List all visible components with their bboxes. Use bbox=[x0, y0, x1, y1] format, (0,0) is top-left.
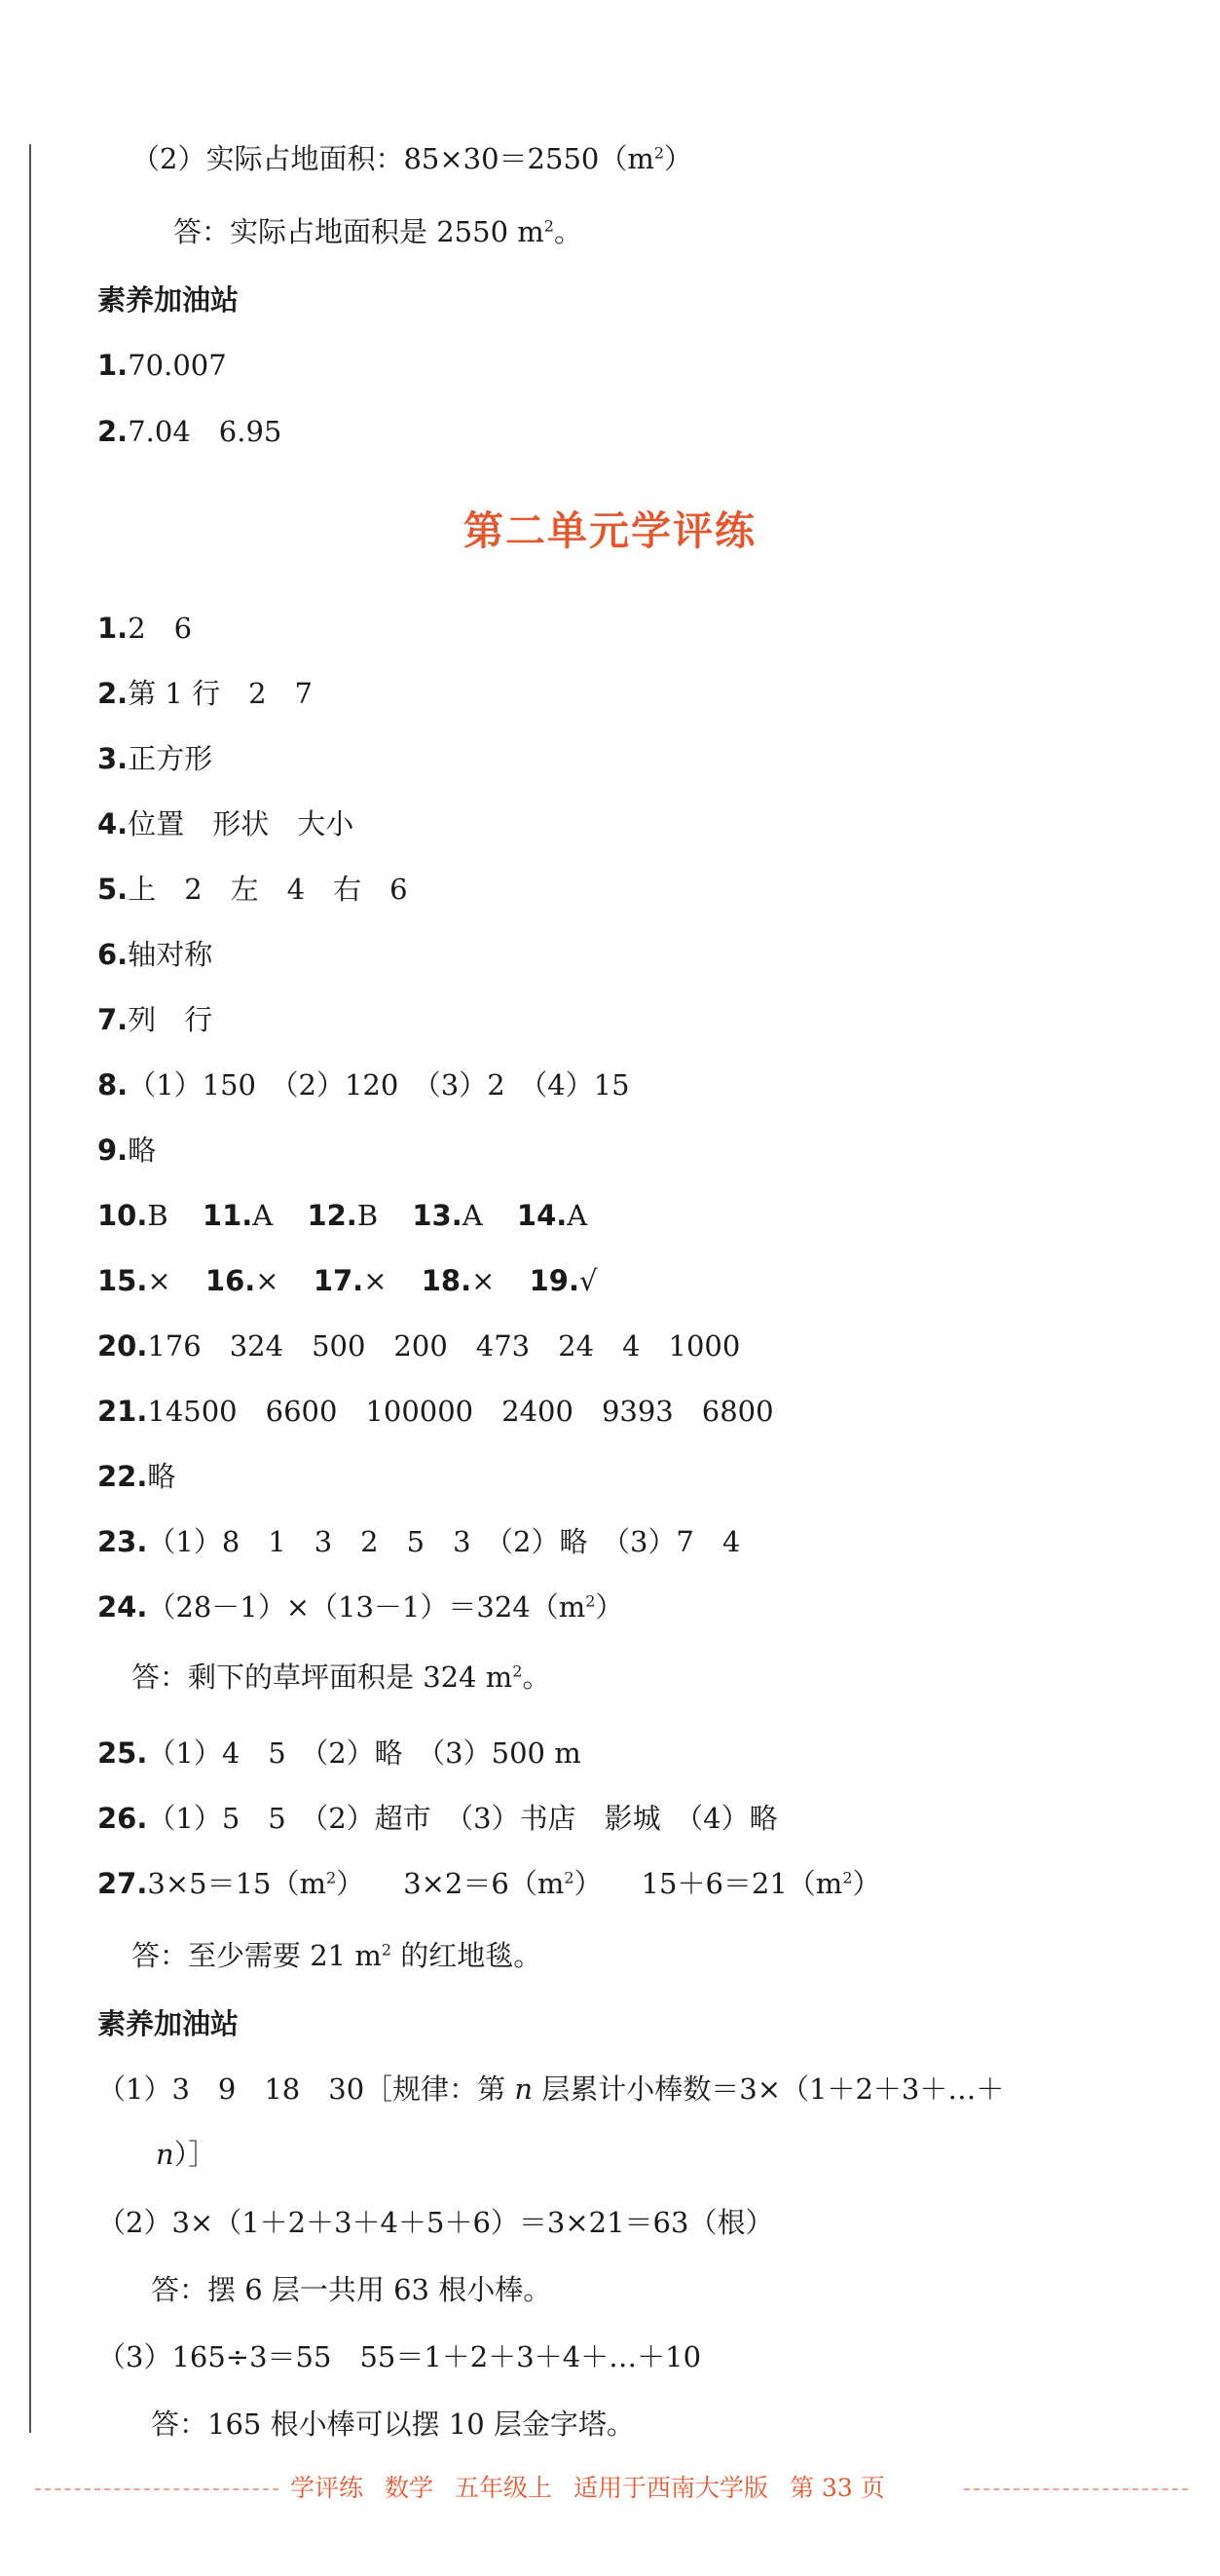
bonus-2-sub-1-cont: n）］ bbox=[156, 2138, 217, 2171]
answer-5: 5.上 2 左 4 右 6 bbox=[97, 873, 408, 906]
answer-26: 26.（1）5 5 （2）超市 （3）书店 影城 （4）略 bbox=[97, 1802, 778, 1835]
answer-3: 3.正方形 bbox=[97, 742, 213, 775]
answer-7: 7.列 行 bbox=[97, 1003, 213, 1036]
area-calc-answer: 答：实际占地面积是 2550 $m^2$。 bbox=[173, 215, 582, 248]
section-title: 第二单元学评练 bbox=[463, 507, 757, 554]
footer-dash-right bbox=[964, 2488, 1188, 2490]
bonus-2-sub-2-answer: 答：摆 6 层一共用 63 根小棒。 bbox=[151, 2273, 552, 2306]
left-margin-rule bbox=[29, 144, 31, 2433]
answer-24-statement: 答：剩下的草坪面积是 324 $m^2$。 bbox=[131, 1661, 551, 1694]
footer-book: 学评练 bbox=[290, 2474, 364, 2502]
judgement-answers-row: 15.× 16.× 17.× 18.× 19.√ bbox=[97, 1264, 598, 1297]
bonus-2-sub-3: （3）165÷3＝55 55＝1＋2＋3＋4＋…＋10 bbox=[97, 2340, 702, 2373]
answer-22: 22.略 bbox=[97, 1460, 176, 1493]
answer-27: $27.3\times 5=15(m^2)$ $3\times 2=6(m^2)$ $15+6=21(m^2)$ bbox=[97, 1867, 881, 1900]
answer-6: 6.轴对称 bbox=[97, 938, 213, 971]
footer-grade: 五年级上 bbox=[455, 2474, 553, 2502]
bonus-1-item-1: 1.70.007 bbox=[97, 349, 227, 382]
answer-20: 20.176 324 500 200 473 24 4 1000 bbox=[97, 1329, 741, 1363]
bonus-2-sub-1: （1）3 9 18 30［规律：第 n 层累计小棒数＝3×（1＋2＋3＋…＋ bbox=[97, 2072, 1005, 2106]
footer-text bbox=[290, 2469, 885, 2508]
footer-edition: 适用于西南大学版 bbox=[573, 2474, 769, 2502]
area-calc-line: （2）实际占地面积：$85\times 30=2550(m^2)$ bbox=[131, 142, 693, 175]
answer-1: 1.2 6 bbox=[97, 612, 193, 645]
answer-9: 9.略 bbox=[97, 1134, 157, 1167]
answer-23: 23.（1）8 1 3 2 5 3 （2）略 （3）7 4 bbox=[97, 1525, 741, 1558]
bonus-heading-1: 素养加油站 bbox=[97, 283, 240, 317]
answer-2: 2.第 1 行 2 7 bbox=[97, 677, 313, 710]
bonus-1-item-2: 2.7.04 6.95 bbox=[97, 415, 282, 448]
answer-4: 4.位置 形状 大小 bbox=[97, 807, 354, 840]
footer-dash-left bbox=[35, 2488, 278, 2490]
bonus-2-sub-2: （2）3×（1＋2＋3＋4＋5＋6）＝3×21＝63（根） bbox=[97, 2206, 774, 2239]
bonus-heading-2: 素养加油站 bbox=[97, 2007, 240, 2040]
answer-25: 25.（1）4 5 （2）略 （3）500 m bbox=[97, 1736, 581, 1770]
answer-21: 21.14500 6600 100000 2400 9393 6800 bbox=[97, 1395, 774, 1428]
page-footer bbox=[0, 2469, 1220, 2508]
footer-page-number: 第 33 页 bbox=[790, 2474, 885, 2502]
answer-8: 8.（1）150 （2）120 （3）2 （4）15 bbox=[97, 1068, 630, 1101]
footer-subject: 数学 bbox=[385, 2474, 434, 2502]
answer-24: $24.(28-1)\times(13-1)=324(m^2)$ bbox=[97, 1590, 624, 1624]
answer-27-statement: 答：至少需要 21 $m^2$ 的红地毯。 bbox=[131, 1939, 542, 1972]
bonus-2-sub-3-answer: 答：165 根小棒可以摆 10 层金字塔。 bbox=[151, 2408, 635, 2441]
choice-answers-row: 10.B 11.A 12.B 13.A 14.A bbox=[97, 1199, 588, 1232]
